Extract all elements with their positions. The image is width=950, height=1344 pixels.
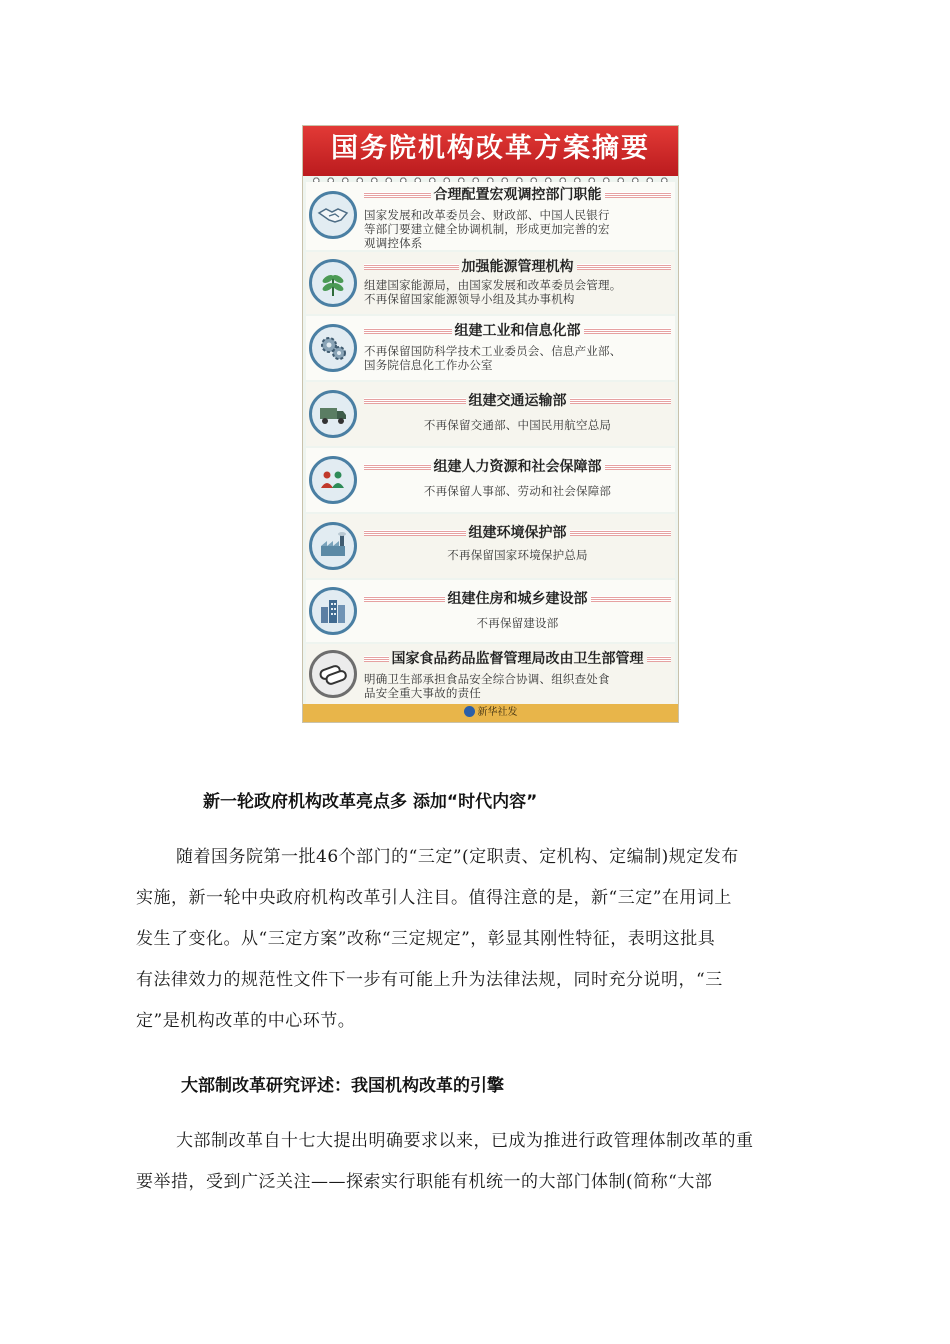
- buildings-icon: [309, 587, 357, 635]
- gears-icon: [309, 324, 357, 372]
- item-text: 品安全重大事故的责任: [364, 686, 481, 700]
- paragraph-line: 定”是机构改革的中心环节。: [136, 1011, 356, 1031]
- item-text: 国务院信息化工作办公室: [364, 358, 493, 372]
- xinhua-logo-icon: [464, 706, 475, 717]
- item-text: 明确卫生部承担食品安全综合协调、组织查处食: [364, 672, 610, 686]
- infographic-item: [306, 644, 675, 704]
- item-heading: 组建住房和城乡建设部: [445, 591, 591, 607]
- item-text: 观调控体系: [364, 236, 423, 250]
- people-icon: [309, 456, 357, 504]
- sprout-icon: [309, 259, 357, 307]
- item-heading: 加强能源管理机构: [459, 259, 577, 275]
- infographic-item: [306, 382, 675, 446]
- paragraph-line: 发生了变化。从“三定方案”改称“三定规定”，彰显其刚性特征，表明这批具: [136, 929, 716, 949]
- paragraph: [136, 837, 816, 1042]
- item-heading: 组建环境保护部: [466, 525, 570, 541]
- infographic-title: 国务院机构改革方案摘要: [303, 126, 678, 176]
- infographic-item: [306, 448, 675, 512]
- handshake-icon: [309, 191, 357, 239]
- truck-icon: [309, 390, 357, 438]
- item-text: 不再保留建设部: [476, 616, 559, 630]
- item-text: 等部门要建立健全协调机制，形成更加完善的宏: [364, 222, 610, 236]
- item-text: 国家发展和改革委员会、财政部、中国人民银行: [364, 208, 610, 222]
- item-text: 不再保留国家能源领导小组及其办事机构: [364, 292, 575, 306]
- infographic-item: [306, 252, 675, 314]
- item-text: 不再保留人事部、劳动和社会保障部: [423, 484, 612, 498]
- section-heading: 新一轮政府机构改革亮点多 添加“时代内容”: [203, 792, 538, 812]
- paragraph-line: 大部制改革自十七大提出明确要求以来，已成为推进行政管理体制改革的重: [176, 1131, 754, 1151]
- paragraph: [136, 1121, 816, 1203]
- pills-icon: [309, 650, 357, 698]
- item-text: 组建国家能源局，由国家发展和改革委员会管理。: [364, 278, 622, 292]
- infographic-item: [306, 316, 675, 380]
- infographic: [302, 125, 679, 723]
- paragraph-line: 有法律效力的规范性文件下一步有可能上升为法律法规，同时充分说明，“三: [136, 970, 723, 990]
- item-heading: 合理配置宏观调控部门职能: [431, 187, 605, 203]
- paragraph-line: 随着国务院第一批46个部门的“三定”(定职责、定机构、定编制)规定发布: [176, 847, 739, 867]
- infographic-item: [306, 514, 675, 578]
- item-text: 不再保留国家环境保护总局: [447, 548, 588, 562]
- item-text: 不再保留国防科学技术工业委员会、信息产业部、: [364, 344, 622, 358]
- item-text: 不再保留交通部、中国民用航空总局: [423, 418, 612, 432]
- item-heading: 组建人力资源和社会保障部: [431, 459, 605, 475]
- paragraph-line: 要举措，受到广泛关注——探索实行职能有机统一的大部门体制(简称“大部: [136, 1172, 713, 1192]
- factory-icon: [309, 522, 357, 570]
- item-heading: 组建工业和信息化部: [452, 323, 584, 339]
- section-heading: 大部制改革研究评述：我国机构改革的引擎: [181, 1076, 504, 1096]
- infographic-item: [306, 182, 675, 250]
- item-heading: 组建交通运输部: [466, 393, 570, 409]
- item-heading: 国家食品药品监督管理局改由卫生部管理: [389, 651, 647, 667]
- paragraph-line: 实施，新一轮中央政府机构改革引人注目。值得注意的是，新“三定”在用词上: [136, 888, 732, 908]
- source-credit: 新华社发: [303, 704, 678, 722]
- infographic-item: [306, 580, 675, 642]
